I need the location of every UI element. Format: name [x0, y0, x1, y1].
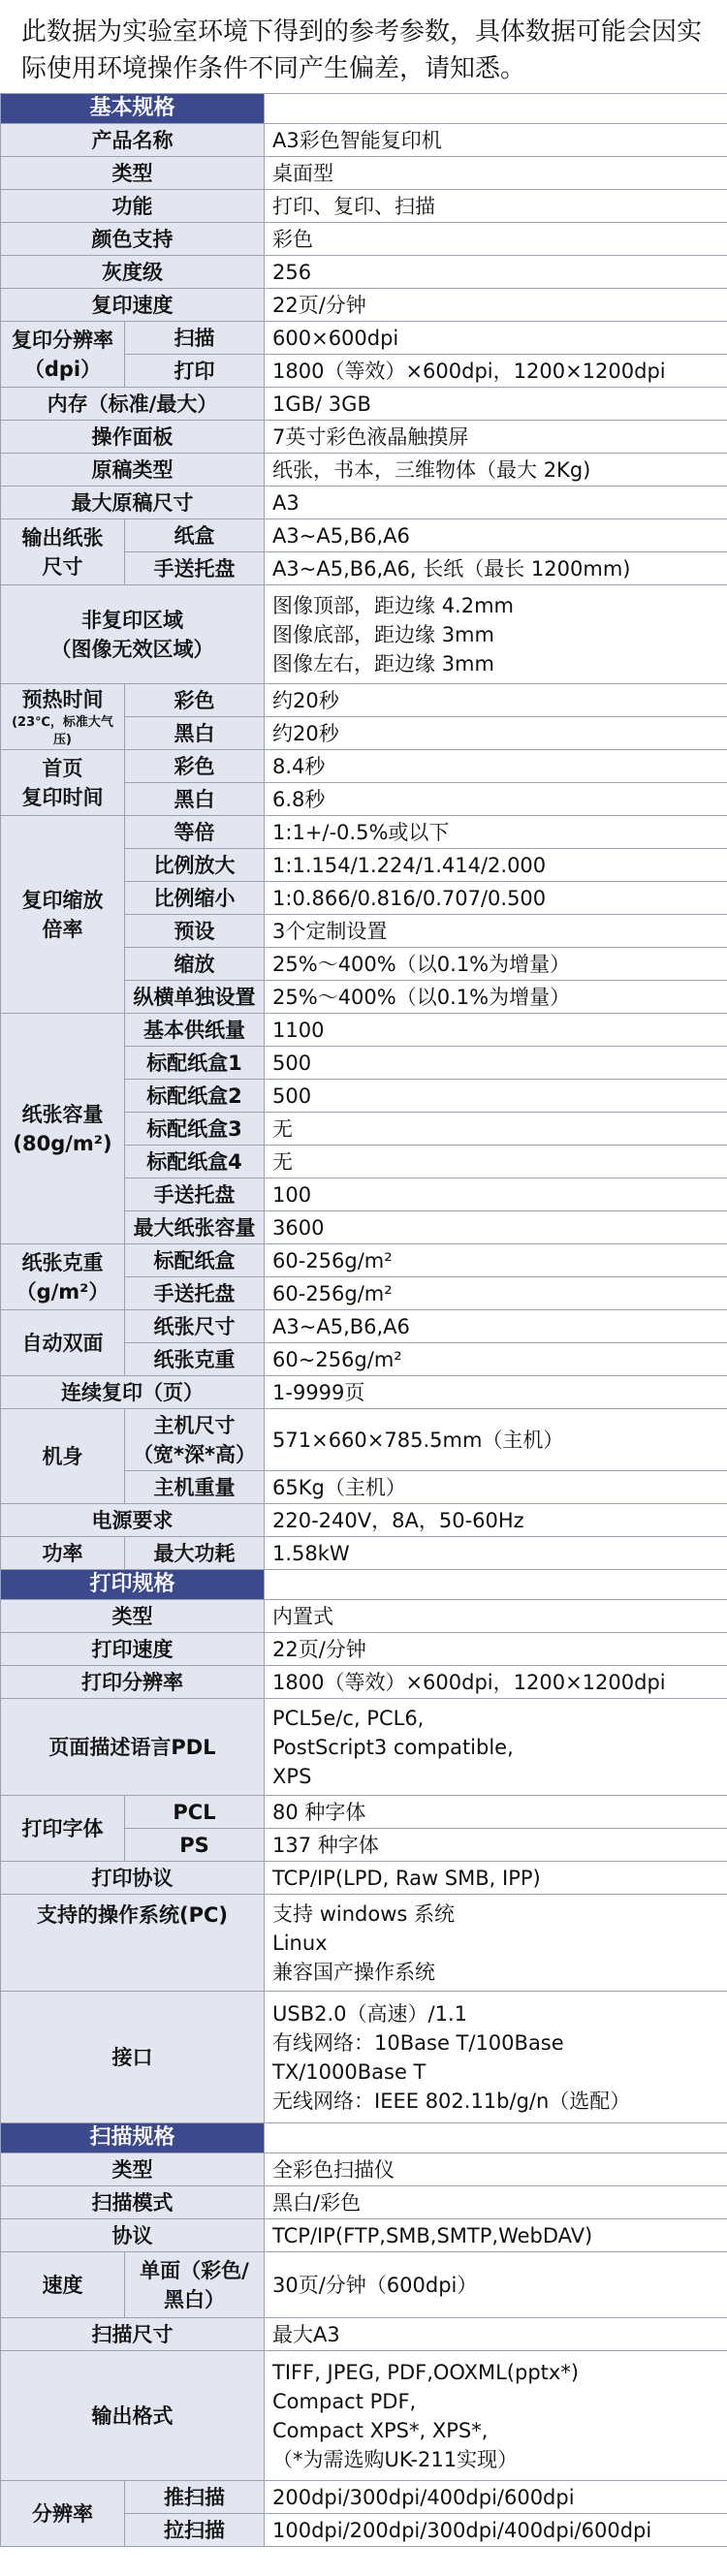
row-label: 机身	[1, 1409, 125, 1504]
value-line: 无线网络：IEEE 802.11b/g/n（选配）	[272, 2089, 631, 2113]
row-label	[1, 585, 265, 684]
table-row	[1, 2219, 727, 2252]
label-line: 倍率	[42, 917, 83, 941]
section-basic-title: 基本规格	[1, 94, 265, 124]
table-row	[1, 421, 727, 454]
table-row	[1, 289, 727, 322]
value-line: XPS	[272, 1764, 312, 1788]
row-sublabel: 缩放	[125, 948, 265, 981]
row-value: 黑白/彩色	[265, 2186, 727, 2219]
table-row	[1, 816, 727, 849]
table-row	[1, 1862, 727, 1895]
row-value: 571×660×785.5mm（主机）	[265, 1409, 727, 1471]
row-label	[1, 519, 125, 585]
value-line: TIFF, JPEG, PDF,OOXML(pptx*)	[272, 2360, 580, 2384]
row-value: 彩色	[265, 223, 727, 256]
table-row	[1, 157, 727, 190]
row-value: 1:0.866/0.816/0.707/0.500	[265, 882, 727, 915]
row-sublabel: 标配纸盒1	[125, 1047, 265, 1080]
table-row	[1, 1600, 727, 1633]
table-row	[1, 388, 727, 421]
row-value: 3个定制设置	[265, 915, 727, 948]
row-label: 分辨率	[1, 2481, 125, 2547]
label-line: （宽*深*高）	[133, 1442, 256, 1466]
row-label: 输出格式	[1, 2351, 265, 2481]
row-value: 22页/分钟	[265, 1633, 727, 1666]
row-sublabel: 标配纸盒	[125, 1244, 265, 1277]
row-value: A3~A5,B6,A6, 长纸（最长 1200mm)	[265, 552, 727, 585]
row-value: A3~A5,B6,A6	[265, 519, 727, 552]
label-line: 尺寸	[42, 554, 83, 579]
row-value: 约20秒	[265, 717, 727, 750]
table-row	[1, 1409, 727, 1471]
row-value: 600×600dpi	[265, 322, 727, 355]
row-sublabel: 黑白	[125, 783, 265, 816]
row-label: 原稿类型	[1, 454, 265, 487]
row-value: 1GB/ 3GB	[265, 388, 727, 421]
table-row	[1, 1244, 727, 1277]
value-line: PCL5e/c, PCL6,	[272, 1706, 425, 1730]
row-value: 1800（等效）×600dpi，1200×1200dpi	[265, 1666, 727, 1699]
row-label	[1, 322, 125, 388]
section-scan-title: 扫描规格	[1, 2123, 265, 2153]
row-sublabel: 手送托盘	[125, 1178, 265, 1211]
row-sublabel: PS	[125, 1829, 265, 1862]
row-sublabel: 比例缩小	[125, 882, 265, 915]
label-line: 纸张克重	[21, 1250, 104, 1274]
table-row	[1, 2318, 727, 2351]
row-value: 桌面型	[265, 157, 727, 190]
row-value: 137 种字体	[265, 1829, 727, 1862]
row-sublabel: 黑白	[125, 717, 265, 750]
row-sublabel	[125, 2252, 265, 2318]
label-line: （g/m²）	[16, 1279, 110, 1304]
row-label: 打印分辨率	[1, 1666, 265, 1699]
label-line: (80g/m²)	[13, 1131, 112, 1155]
row-value: 7英寸彩色液晶触摸屏	[265, 421, 727, 454]
row-value: 3600	[265, 1211, 727, 1244]
row-value: 1:1.154/1.224/1.414/2.000	[265, 849, 727, 882]
row-sublabel: 纵横单独设置	[125, 981, 265, 1014]
row-label	[1, 750, 125, 816]
label-line: （dpi）	[23, 357, 102, 381]
row-label: 电源要求	[1, 1504, 265, 1537]
row-value: A3~A5,B6,A6	[265, 1310, 727, 1343]
label-line: 预热时间	[21, 687, 104, 711]
row-label: 速度	[1, 2252, 125, 2318]
table-row	[1, 1504, 727, 1537]
row-label: 类型	[1, 157, 265, 190]
row-value: 6.8秒	[265, 783, 727, 816]
table-row	[1, 1310, 727, 1343]
row-label: 复印速度	[1, 289, 265, 322]
value-line: 兼容国产操作系统	[272, 1960, 436, 1984]
row-value: 1800（等效）×600dpi，1200×1200dpi	[265, 355, 727, 388]
label-line: 复印分辨率	[12, 328, 113, 352]
section-scan	[1, 2123, 727, 2153]
value-line: PostScript3 compatible,	[272, 1735, 514, 1759]
row-value: 100dpi/200dpi/300dpi/400dpi/600dpi	[265, 2514, 727, 2547]
row-sublabel: 主机重量	[125, 1471, 265, 1504]
row-label: 扫描模式	[1, 2186, 265, 2219]
row-value: 65Kg（主机）	[265, 1471, 727, 1504]
row-sublabel: 扫描	[125, 322, 265, 355]
label-note: (23℃，标准大气压)	[12, 714, 113, 747]
row-value: 1-9999页	[265, 1376, 727, 1409]
row-label: 灰度级	[1, 256, 265, 289]
table-row	[1, 519, 727, 552]
label-line: 复印时间	[21, 785, 104, 809]
table-row	[1, 684, 727, 717]
row-value: 60~256g/m²	[265, 1343, 727, 1376]
row-sublabel: 彩色	[125, 684, 265, 717]
row-value: 无	[265, 1113, 727, 1146]
row-label: 扫描尺寸	[1, 2318, 265, 2351]
row-label: 内存（标准/最大）	[1, 388, 265, 421]
row-value: 500	[265, 1080, 727, 1113]
value-line: 图像左右，距边缘 3mm	[272, 651, 494, 675]
label-line: 首页	[42, 756, 83, 780]
row-sublabel: 预设	[125, 915, 265, 948]
table-row	[1, 1992, 727, 2123]
row-sublabel: 基本供纸量	[125, 1014, 265, 1047]
row-label	[1, 816, 125, 1014]
row-value: 60-256g/m²	[265, 1244, 727, 1277]
table-row	[1, 1376, 727, 1409]
row-value: 22页/分钟	[265, 289, 727, 322]
table-row	[1, 124, 727, 157]
value-line: 有线网络：10Base T/100Base	[272, 2030, 564, 2055]
row-value: 220-240V，8A，50-60Hz	[265, 1504, 727, 1537]
spec-table	[0, 93, 727, 2547]
disclaimer-text: 此数据为实验室环境下得到的参考参数，具体数据可能会因实际使用环境操作条件不同产生偏差，请知悉。	[21, 17, 703, 83]
row-sublabel: 推扫描	[125, 2481, 265, 2514]
row-value	[265, 2351, 727, 2481]
row-label: 功能	[1, 190, 265, 223]
row-sublabel: 比例放大	[125, 849, 265, 882]
value-line: Compact PDF,	[272, 2389, 417, 2413]
row-value: 约20秒	[265, 684, 727, 717]
row-label: 最大原稿尺寸	[1, 487, 265, 519]
row-label: 类型	[1, 2153, 265, 2186]
table-row	[1, 2351, 727, 2481]
row-sublabel: 手送托盘	[125, 1277, 265, 1310]
table-row	[1, 454, 727, 487]
row-label: 页面描述语言PDL	[1, 1699, 265, 1796]
row-value: 60-256g/m²	[265, 1277, 727, 1310]
value-line: 图像顶部，距边缘 4.2mm	[272, 593, 515, 617]
row-value: 1.58kW	[265, 1537, 727, 1570]
row-value: 打印、复印、扫描	[265, 190, 727, 223]
table-row	[1, 1796, 727, 1829]
table-row	[1, 1666, 727, 1699]
row-value: 500	[265, 1047, 727, 1080]
row-sublabel: 最大纸张容量	[125, 1211, 265, 1244]
row-value	[265, 1699, 727, 1796]
row-value	[265, 1992, 727, 2123]
row-value: 最大A3	[265, 2318, 727, 2351]
table-row	[1, 487, 727, 519]
row-value: 纸张，书本，三维物体（最大 2Kg)	[265, 454, 727, 487]
value-line: 支持 windows 系统	[272, 1901, 455, 1926]
table-row	[1, 1633, 727, 1666]
label-line: 单面（彩色/	[140, 2258, 249, 2282]
value-line: 图像底部，距边缘 3mm	[272, 622, 494, 646]
row-value: 无	[265, 1146, 727, 1178]
section-basic	[1, 94, 727, 124]
row-value: 25%～400%（以0.1%为增量）	[265, 981, 727, 1014]
value-line: Compact XPS*, XPS*,	[272, 2418, 489, 2442]
row-value: 1:1+/-0.5%或以下	[265, 816, 727, 849]
row-value: A3彩色智能复印机	[265, 124, 727, 157]
table-row	[1, 585, 727, 684]
row-value: 1100	[265, 1014, 727, 1047]
row-sublabel: 彩色	[125, 750, 265, 783]
row-sublabel	[125, 1409, 265, 1471]
row-label: 接口	[1, 1992, 265, 2123]
label-line: 输出纸张	[21, 525, 104, 550]
table-row	[1, 223, 727, 256]
row-sublabel: 标配纸盒4	[125, 1146, 265, 1178]
row-value: TCP/IP(FTP,SMB,SMTP,WebDAV)	[265, 2219, 727, 2252]
row-label	[1, 1244, 125, 1310]
row-sublabel: 拉扫描	[125, 2514, 265, 2547]
row-value: 内置式	[265, 1600, 727, 1633]
row-label: 协议	[1, 2219, 265, 2252]
table-row	[1, 256, 727, 289]
row-label: 支持的操作系统(PC)	[1, 1895, 265, 1992]
row-value: 200dpi/300dpi/400dpi/600dpi	[265, 2481, 727, 2514]
row-value: 30页/分钟（600dpi）	[265, 2252, 727, 2318]
row-label: 连续复印（页）	[1, 1376, 265, 1409]
table-row	[1, 2481, 727, 2514]
value-line: Linux	[272, 1931, 328, 1955]
value-line: TX/1000Base T	[272, 2059, 427, 2084]
row-label: 打印速度	[1, 1633, 265, 1666]
value-line: （*为需选购UK-211实现）	[272, 2447, 519, 2471]
row-sublabel: 最大功耗	[125, 1537, 265, 1570]
row-sublabel: 纸盒	[125, 519, 265, 552]
row-sublabel: 手送托盘	[125, 552, 265, 585]
label-line: （图像无效区域）	[50, 637, 214, 661]
table-row	[1, 1537, 727, 1570]
table-row	[1, 190, 727, 223]
table-row	[1, 1699, 727, 1796]
row-value: A3	[265, 487, 727, 519]
label-line: 主机尺寸	[153, 1413, 236, 1437]
row-sublabel: 打印	[125, 355, 265, 388]
table-row	[1, 322, 727, 355]
row-label	[1, 1014, 125, 1244]
row-value: 全彩色扫描仪	[265, 2153, 727, 2186]
row-sublabel: 等倍	[125, 816, 265, 849]
table-row	[1, 2186, 727, 2219]
row-value: TCP/IP(LPD, Raw SMB, IPP)	[265, 1862, 727, 1895]
label-line: 复印缩放	[21, 888, 104, 912]
row-value: 100	[265, 1178, 727, 1211]
table-row	[1, 1014, 727, 1047]
label-line: 纸张容量	[21, 1102, 104, 1126]
row-label: 自动双面	[1, 1310, 125, 1376]
label-line: 黑白）	[164, 2287, 225, 2311]
row-sublabel: 标配纸盒2	[125, 1080, 265, 1113]
row-label: 打印字体	[1, 1796, 125, 1862]
table-row	[1, 1895, 727, 1992]
label-line: 非复印区域	[81, 608, 183, 632]
row-sublabel: PCL	[125, 1796, 265, 1829]
table-row	[1, 2153, 727, 2186]
row-sublabel: 纸张克重	[125, 1343, 265, 1376]
row-label: 类型	[1, 1600, 265, 1633]
row-label: 操作面板	[1, 421, 265, 454]
row-value	[265, 1895, 727, 1992]
row-value	[265, 585, 727, 684]
value-line: USB2.0（高速）/1.1	[272, 2001, 467, 2026]
row-label: 打印协议	[1, 1862, 265, 1895]
section-print-title: 打印规格	[1, 1570, 265, 1600]
row-sublabel: 纸张尺寸	[125, 1310, 265, 1343]
row-label: 颜色支持	[1, 223, 265, 256]
row-value: 8.4秒	[265, 750, 727, 783]
row-sublabel: 标配纸盒3	[125, 1113, 265, 1146]
row-label: 产品名称	[1, 124, 265, 157]
section-print	[1, 1570, 727, 1600]
table-row	[1, 750, 727, 783]
row-value: 80 种字体	[265, 1796, 727, 1829]
row-label	[1, 684, 125, 750]
table-row	[1, 2252, 727, 2318]
row-value: 25%～400%（以0.1%为增量）	[265, 948, 727, 981]
row-label: 功率	[1, 1537, 125, 1570]
row-value: 256	[265, 256, 727, 289]
